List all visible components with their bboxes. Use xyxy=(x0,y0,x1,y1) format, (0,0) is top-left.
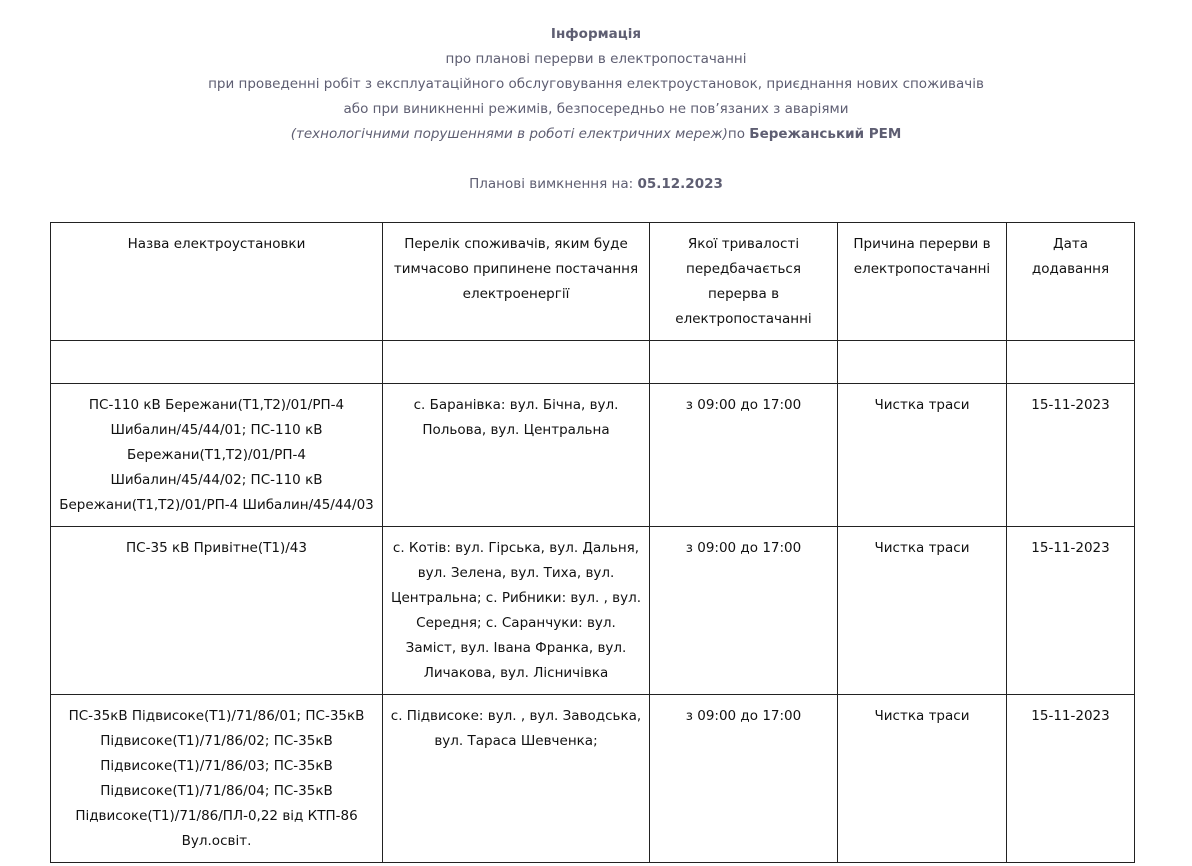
installation-cell: ПС-35 кВ Привітне(Т1)/43 xyxy=(51,527,383,695)
reason-cell: Чистка траси xyxy=(838,527,1007,695)
note-suffix: по xyxy=(727,126,750,142)
date-added-cell: 15-11-2023 xyxy=(1007,527,1135,695)
subtitle-line-1: про планові перерви в електропостачанні xyxy=(445,51,747,67)
table-cell xyxy=(650,341,838,384)
planned-date-line xyxy=(0,172,1192,197)
duration-cell: з 09:00 до 17:00 xyxy=(650,384,838,527)
column-header-installation: Назва електроустановки xyxy=(51,223,383,341)
column-header-consumers: Перелік споживачів, яким буде тимчасово припинене постачання електроенергії xyxy=(383,223,650,341)
outage-table xyxy=(50,222,1135,863)
duration-cell: з 09:00 до 17:00 xyxy=(650,695,838,863)
installation-cell: ПС-110 кВ Бережани(Т1,Т2)/01/РП-4 Шибалин/45/44/01; ПС-110 кВ Бережани(Т1,Т2)/01/РП-4 Шибалин/45/44/02; ПС-110 кВ Бережани(Т1,Т2)/01/РП-4 Шибалин/45/44/03 xyxy=(51,384,383,527)
table-row xyxy=(51,384,1135,527)
subtitle-line-3: або при виникненні режимів, безпосередньо не пов’язаних з аваріями xyxy=(343,101,849,117)
table-cell xyxy=(1007,341,1135,384)
planned-date-label: Планові вимкнення на: xyxy=(469,176,638,192)
consumers-cell: с. Баранівка: вул. Бічна, вул. Польова, вул. Центральна xyxy=(383,384,650,527)
document-header xyxy=(0,22,1192,197)
subtitle-line-2: при проведенні робіт з експлуатаційного обслуговування електроустановок, приєднання нових споживачів xyxy=(208,76,984,92)
table-header-row xyxy=(51,223,1135,341)
consumers-cell: с. Котів: вул. Гірська, вул. Дальня, вул. Зелена, вул. Тиха, вул. Центральна; с. Рибники: вул. , вул. Середня; с. Саранчуки: вул. Заміст, вул. Івана Франка, вул. Личакова, вул. Лісничівка xyxy=(383,527,650,695)
duration-cell: з 09:00 до 17:00 xyxy=(650,527,838,695)
column-header-duration: Якої тривалості передбачається перерва в електропостачанні xyxy=(650,223,838,341)
table-cell xyxy=(838,341,1007,384)
date-added-cell: 15-11-2023 xyxy=(1007,384,1135,527)
table-row xyxy=(51,695,1135,863)
column-header-reason: Причина перерви в електропостачанні xyxy=(838,223,1007,341)
reason-cell: Чистка траси xyxy=(838,384,1007,527)
date-added-cell: 15-11-2023 xyxy=(1007,695,1135,863)
technical-note: (технологічними порушеннями в роботі електричних мереж) xyxy=(290,126,728,142)
table-cell xyxy=(51,341,383,384)
document-title: Інформація xyxy=(550,26,642,42)
table-cell xyxy=(383,341,650,384)
subtitle-line-4 xyxy=(0,122,1192,147)
consumers-cell: с. Підвисоке: вул. , вул. Заводська, вул. Тараса Шевченка; xyxy=(383,695,650,863)
table-row-empty xyxy=(51,341,1135,384)
rem-name: Бережанський РЕМ xyxy=(749,126,902,142)
reason-cell: Чистка траси xyxy=(838,695,1007,863)
column-header-date-added: Дата додавання xyxy=(1007,223,1135,341)
table-row xyxy=(51,527,1135,695)
installation-cell: ПС-35кВ Підвисоке(Т1)/71/86/01; ПС-35кВ Підвисоке(Т1)/71/86/02; ПС-35кВ Підвисоке(Т1)/71/86/03; ПС-35кВ Підвисоке(Т1)/71/86/04; ПС-35кВ Підвисоке(Т1)/71/86/ПЛ-0,22 від КТП-86 Вул.освіт. xyxy=(51,695,383,863)
planned-date-value: 05.12.2023 xyxy=(637,176,723,192)
